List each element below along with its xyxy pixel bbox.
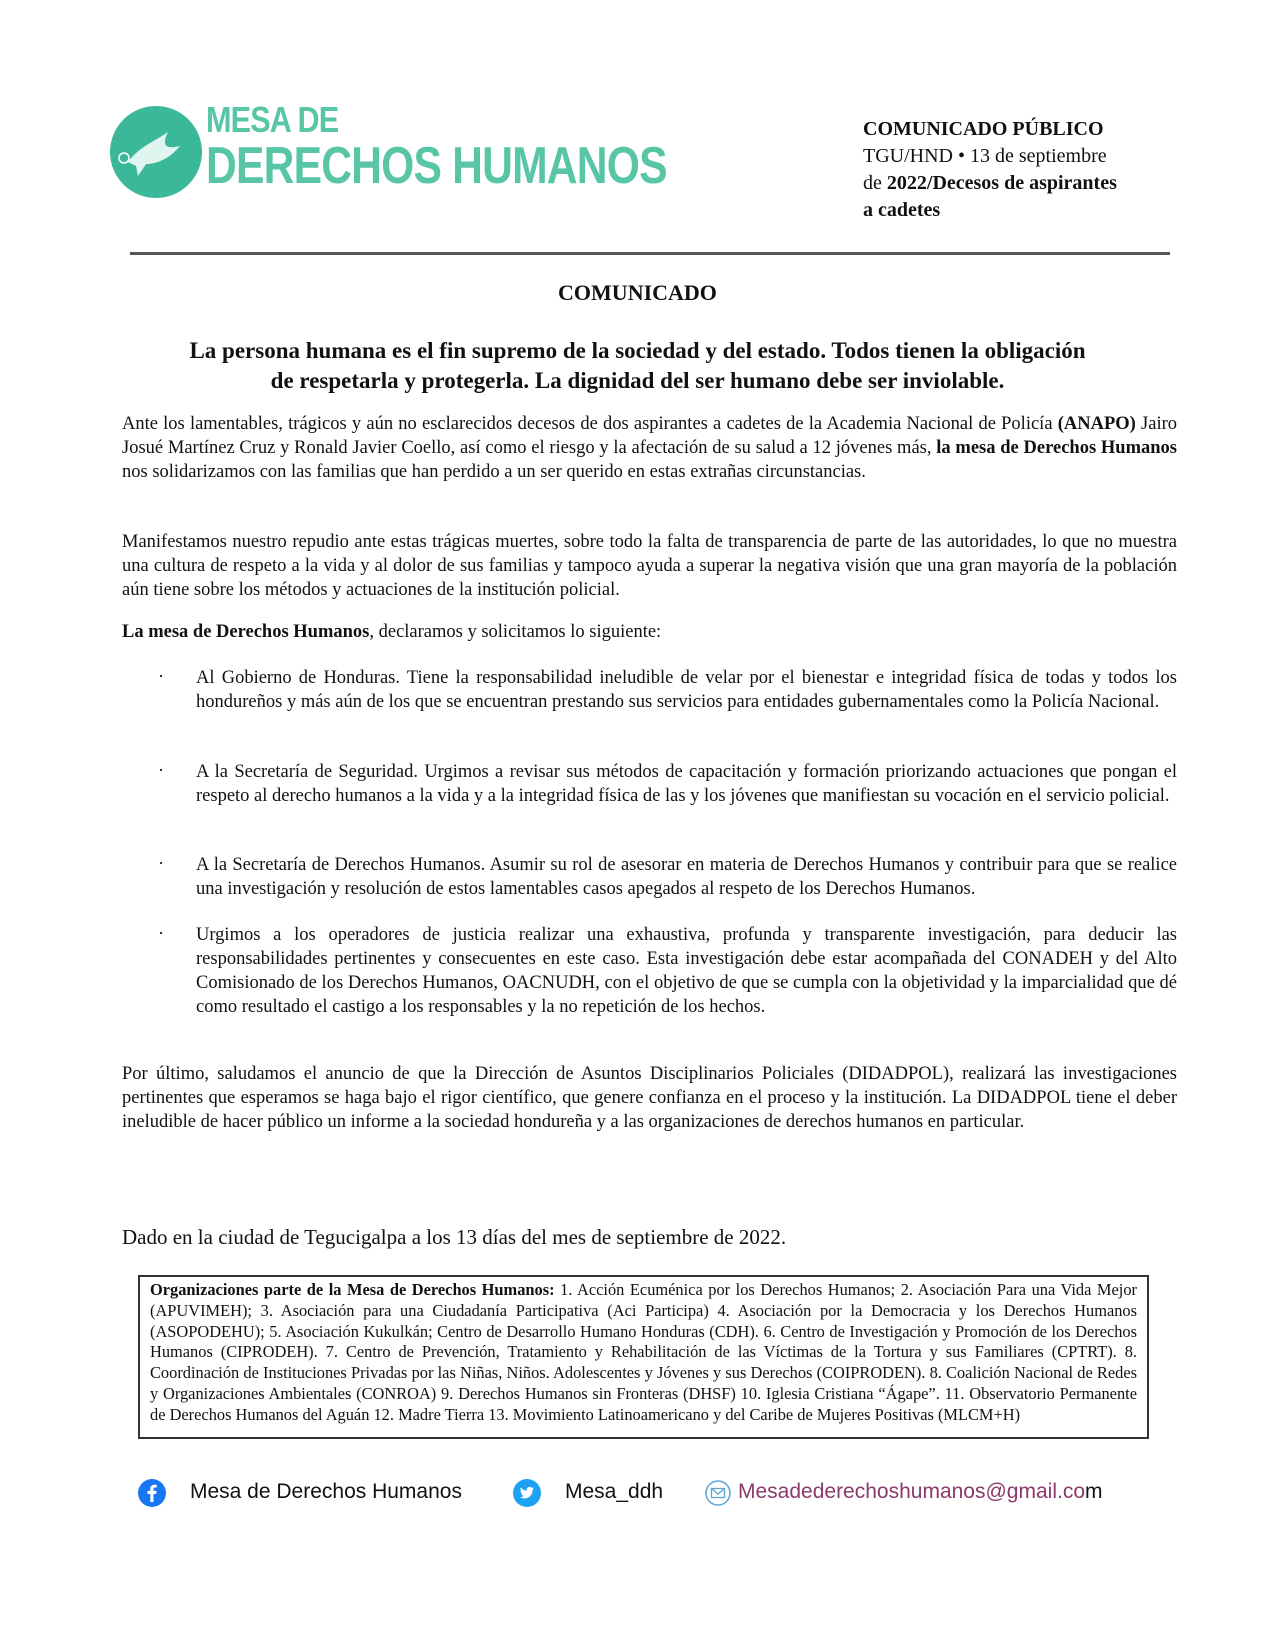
email-address-end[interactable]: m (1085, 1480, 1103, 1503)
bullet-marker: · (158, 666, 164, 686)
motto-line-1: La persona humana es el fin supremo de la sociedad y del estado. Todos tienen la obligación (189, 338, 1086, 363)
email-address[interactable]: Mesadederechoshumanos@gmail.co (738, 1480, 1086, 1503)
twitter-icon[interactable] (512, 1478, 542, 1508)
header-subject-bold: 2022/Decesos de aspirantes (886, 172, 1117, 194)
list-item: Urgimos a los operadores de justicia realizar una exhaustiva, profunda y transparente investigación, para deducir las responsabilidades pertinentes y consecuentes en este caso. Esta investigación debe estar acompañada del CONADEH y del Alto Comisionado de los Derechos Humanos, OACNUDH, con el objetivo de que se cumpla con la objetividad y la imparcialidad que dé como resultado el castigo a los responsables y la no repetición de los hechos. (196, 925, 1177, 1017)
intro-text-a: Ante los lamentables, trágicos y aún no esclarecidos decesos de dos aspirantes a cadetes de la Academia Nacional de Policía (122, 414, 1058, 434)
list-item: Al Gobierno de Honduras. Tiene la responsabilidad ineludible de velar por el bienestar e integridad física de todas y todos los hondureños y más aún de los que se encuentran prestando sus servicios para entidades gubernamentales como la Policía Nacional. (196, 668, 1177, 712)
organizations-list: 1. Acción Ecuménica por los Derechos Humanos; 2. Asociación Para una Vida Mejor (APUVIMEH); 3. Asociación para una Ciudadanía Participativa (Aci Participa) 4. Asociación por la Democracia y los Derechos Humanos (ASOPODEHU); 5. Asociación Kukulkán; Centro de Desarrollo Humano Honduras (CDH). 6. Centro de Investigación y Promoción de los Derechos Humanos (CIPRODEH). 7. Centro de Prevención, Tratamiento y Rehabilitación de las Víctimas de la Tortura y sus Familiares (CPTRT). 8. Coordinación de Instituciones Privadas por las Niñas, Niños. Adolescentes y Jóvenes y sus Derechos (COIPRODEN). 8. Coalición Nacional de Redes y Organizaciones Ambientales (CONROA) 9. Derechos Humanos sin Fronteras (DHSF) 10. Iglesia Cristiana “Ágape”. 11. Observatorio Permanente de Derechos Humanos del Aguán 12. Madre Tierra 13. Movimiento Latinoamericano y del Caribe de Mujeres Positivas (MLCM+H) (150, 1280, 1137, 1424)
facebook-icon[interactable] (137, 1478, 167, 1508)
paragraph-intro (122, 412, 1177, 484)
email-link[interactable] (738, 1480, 1103, 1520)
declaration-text: , declaramos y solicitamos lo siguiente: (369, 622, 662, 642)
logo-line-1: MESA DE (206, 99, 339, 140)
intro-acronym: (ANAPO) (1057, 414, 1136, 434)
list-item: A la Secretaría de Derechos Humanos. Asumir su rol de asesorar en materia de Derechos Humanos y contribuir para que se realice una investigación y resolución de estos lamentables casos apegados al respeto de los Derechos Humanos. (196, 855, 1177, 899)
logo-line-2: DERECHOS HUMANOS (206, 137, 667, 195)
facebook-link[interactable]: Mesa de Derechos Humanos (190, 1480, 462, 1503)
paragraph-closing: Por último, saludamos el anuncio de que la Dirección de Asuntos Disciplinarios Policiales (DIDADPOL), realizará las investigaciones pertinentes que esperamos se haga bajo el rigor científico, que genere confianza en el proceso y la institución. La DIDADPOL tiene el deber ineludible de hacer público un informe a la sociedad hondureña y a las organizaciones de derechos humanos en particular. (122, 1064, 1177, 1132)
organization-logo (110, 98, 667, 198)
paragraph-repudio: Manifestamos nuestro repudio ante estas trágicas muertes, sobre todo la falta de transparencia de parte de las autoridades, lo que no muestra una cultura de respeto a la vida y al dolor de sus familias y tampoco ayuda a superar la negativa visión que una gran mayoría de la población aún tiene sobre los métodos y actuaciones de la institución policial. (122, 532, 1177, 600)
document-title: COMUNICADO (558, 280, 717, 305)
bullet-marker: · (158, 760, 164, 780)
header-subject (863, 170, 1183, 197)
header-type: COMUNICADO PÚBLICO (863, 118, 1104, 140)
communique-header (863, 116, 1183, 224)
header-subject-prefix: de (863, 172, 887, 194)
signature-date: Dado en la ciudad de Tegucigalpa a los 13 días del mes de septiembre de 2022. (122, 1225, 787, 1249)
motto-line-2: de respetarla y protegerla. La dignidad del ser humano debe ser inviolable. (270, 368, 1005, 393)
twitter-handle[interactable]: Mesa_ddh (565, 1480, 664, 1503)
email-icon[interactable] (703, 1478, 733, 1508)
list-item: A la Secretaría de Seguridad. Urgimos a revisar sus métodos de capacitación y formación priorizando actuaciones que pongan el respeto al derecho humanos a la vida y a la integridad física de las y los jóvenes que manifiestan su vocación en el servicio policial. (196, 762, 1177, 806)
organizations-label: Organizaciones parte de la Mesa de Derechos Humanos: (150, 1280, 555, 1299)
header-date: TGU/HND • 13 de septiembre (863, 145, 1107, 167)
intro-org-name: la mesa de Derechos Humanos (936, 438, 1177, 458)
bullet-marker: · (158, 923, 164, 943)
intro-text-c: Jairo Josué Martínez Cruz y Ronald Javier Coello, así como el riesgo y la afectación de su salud a 12 jóvenes más, (122, 414, 1177, 458)
header-divider (130, 252, 1170, 255)
intro-text-e: nos solidarizamos con las familias que han perdido a un ser querido en estas extrañas circunstancias. (122, 462, 866, 482)
logo-wordmark (206, 99, 768, 195)
header-subject-end: a cadetes (863, 199, 941, 221)
declaration-org-name: La mesa de Derechos Humanos (122, 622, 370, 642)
dove-emblem-icon (110, 106, 202, 198)
member-organizations-box (138, 1275, 1149, 1439)
paragraph-declaration (122, 620, 1177, 644)
bullet-marker: · (158, 853, 164, 873)
motto (140, 336, 1135, 396)
